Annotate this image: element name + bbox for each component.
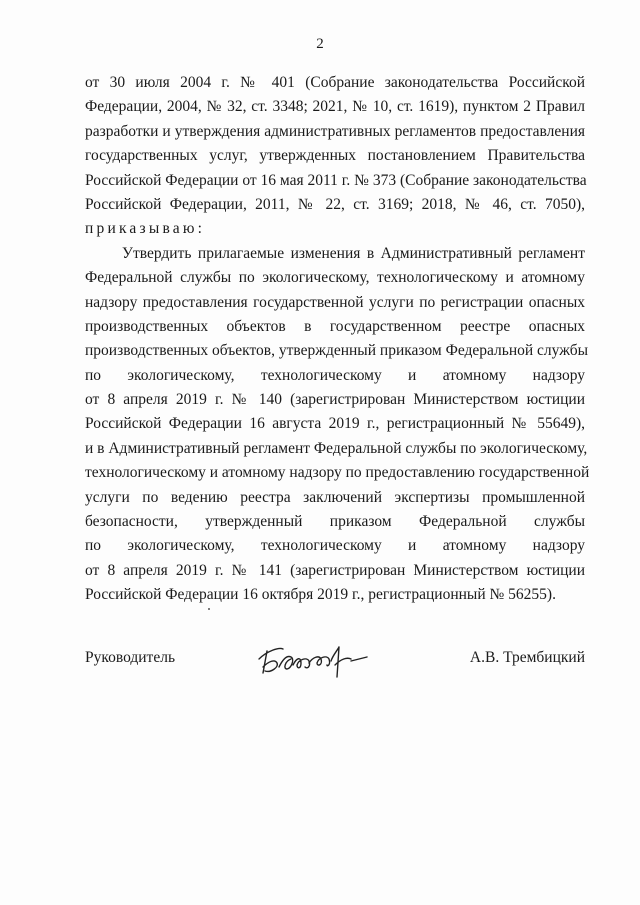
intro-line: от 30 июля 2004 г. № 401 (Собрание законодательства Российской [85, 74, 585, 91]
intro-line: Федерации, 2004, № 32, ст. 3348; 2021, № 10, ст. 1619), пунктом 2 Правил [85, 98, 585, 116]
signatory-title: Руководитель [85, 649, 176, 666]
main-line: и в Административный регламент Федеральной службы по экологическому, [85, 439, 588, 457]
main-line: производственных объектов в государственном реестре опасных [85, 317, 585, 335]
main-line: технологическому и атомному надзору по предоставлению государственной [85, 464, 590, 482]
page-number: 2 [316, 36, 324, 52]
signatory-name: А.В. Трембицкий [469, 649, 585, 666]
intro-line: государственных услуг, утвержденных постановлением Правительства [85, 147, 585, 165]
signature-block [85, 643, 585, 693]
main-line: надзору предоставления государственной услуги по регистрации опасных [85, 293, 585, 311]
document-body [85, 71, 590, 608]
main-line: Российской Федерации 16 октября 2019 г., регистрационный № 56255). [85, 586, 556, 604]
main-line: по экологическому, технологическому и атомному надзору [85, 537, 585, 555]
main-line: услуги по ведению реестра заключений экспертизы промышленной [85, 488, 585, 506]
main-line: от 8 апреля 2019 г. № 141 (зарегистрирован Министерством юстиции [85, 561, 585, 579]
handwritten-signature [253, 637, 373, 685]
order-word: приказываю: [85, 220, 206, 238]
main-line: Российской Федерации 16 августа 2019 г., регистрационный № 55649), [85, 415, 585, 433]
main-line: от 8 апреля 2019 г. № 140 (зарегистрирован Министерством юстиции [85, 391, 585, 409]
scan-speck [208, 608, 210, 610]
main-line: безопасности, утвержденный приказом Федеральной службы [85, 513, 585, 531]
intro-line: Российской Федерации от 16 мая 2011 г. № 373 (Собрание законодательства [85, 171, 587, 189]
main-line: Федеральной службы по экологическому, технологическому и атомному [85, 269, 585, 287]
intro-line: разработки и утверждения административных регламентов предоставления [85, 122, 585, 140]
main-line: производственных объектов, утвержденный приказом Федеральной службы [85, 342, 589, 360]
main-line: Утвердить прилагаемые изменения в Административный регламент [122, 244, 585, 262]
main-line: по экологическому, технологическому и атомному надзору [85, 366, 585, 384]
intro-line: Российской Федерации, 2011, № 22, ст. 3169; 2018, № 46, ст. 7050), [85, 195, 585, 213]
